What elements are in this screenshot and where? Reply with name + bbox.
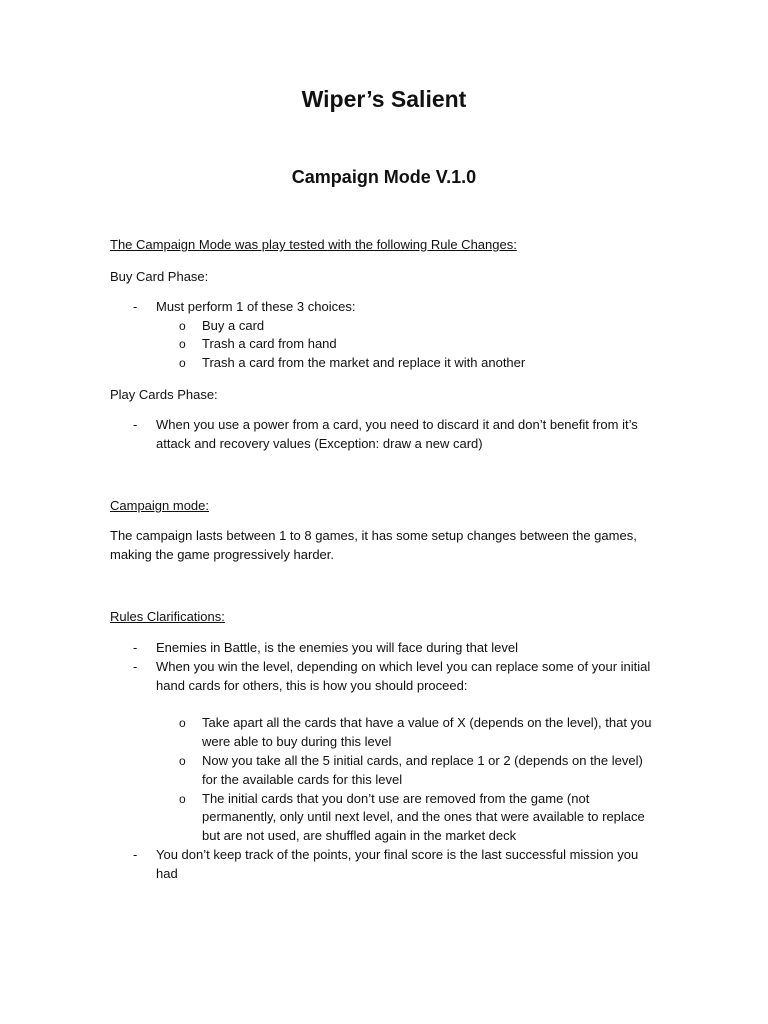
rules-subitem-line: were able to buy during this level — [202, 734, 392, 749]
intro-heading: The Campaign Mode was play tested with the following Rule Changes: — [110, 237, 517, 252]
buy-choice: Trash a card from hand — [202, 336, 337, 351]
rules-subitem-line: Now you take all the 5 initial cards, and replace 1 or 2 (depends on the level) — [202, 753, 643, 768]
rules-subitem-line: but are not used, are shuffled again in the market deck — [202, 828, 517, 843]
campaign-heading: Campaign mode: — [110, 498, 209, 513]
circle-bullet: o — [179, 716, 186, 730]
document-title: Wiper’s Salient — [301, 86, 467, 112]
rules-item-line: When you win the level, depending on which level you can replace some of your initial — [156, 659, 651, 674]
buy-phase-item: Must perform 1 of these 3 choices: — [156, 299, 356, 314]
rules-item-line: had — [156, 866, 178, 881]
play-phase-item-line: attack and recovery values (Exception: draw a new card) — [156, 436, 483, 451]
circle-bullet: o — [179, 319, 186, 333]
circle-bullet: o — [179, 337, 186, 351]
rules-subitem-line: Take apart all the cards that have a value of X (depends on the level), that you — [202, 715, 652, 730]
circle-bullet: o — [179, 792, 186, 806]
buy-phase-label: Buy Card Phase: — [110, 269, 209, 284]
buy-choice: Trash a card from the market and replace it with another — [202, 355, 526, 370]
campaign-text-line: making the game progressively harder. — [110, 547, 335, 562]
rules-item: Enemies in Battle, is the enemies you will face during that level — [156, 640, 519, 655]
dash-bullet: - — [133, 299, 138, 314]
campaign-text-line: The campaign lasts between 1 to 8 games, it has some setup changes between the games, — [110, 528, 637, 543]
circle-bullet: o — [179, 356, 186, 370]
play-phase-item-line: When you use a power from a card, you need to discard it and don’t benefit from it’s — [156, 417, 638, 432]
dash-bullet: - — [133, 417, 138, 432]
play-phase-label: Play Cards Phase: — [110, 387, 218, 402]
buy-choice: Buy a card — [202, 318, 265, 333]
rules-heading: Rules Clarifications: — [110, 609, 225, 624]
dash-bullet: - — [133, 847, 138, 862]
rules-subitem-line: The initial cards that you don’t use are removed from the game (not — [202, 791, 590, 806]
dash-bullet: - — [133, 659, 138, 674]
circle-bullet: o — [179, 754, 186, 768]
rules-item-line: hand cards for others, this is how you should proceed: — [156, 678, 468, 693]
rules-subitem-line: permanently, only until next level, and the ones that were available to replace — [202, 809, 645, 824]
rules-item-line: You don’t keep track of the points, your final score is the last successful mission you — [156, 847, 639, 862]
rules-subitem-line: for the available cards for this level — [202, 772, 403, 787]
dash-bullet: - — [133, 640, 138, 655]
document-subtitle: Campaign Mode V.1.0 — [291, 167, 477, 187]
